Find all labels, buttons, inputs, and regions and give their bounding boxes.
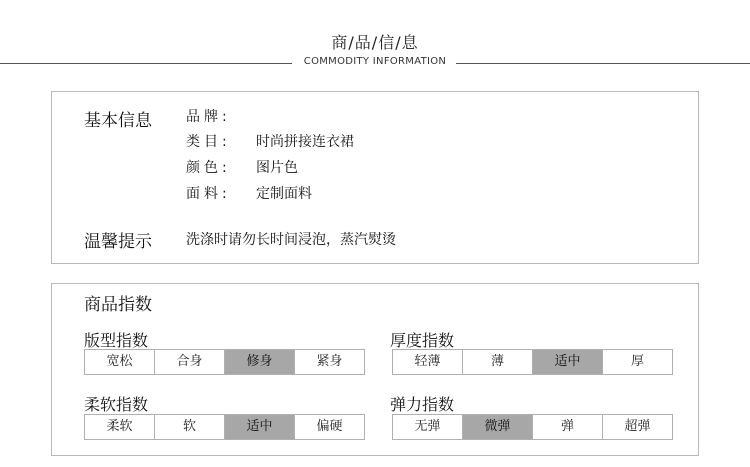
elasticity-option-slight: 微弹 — [463, 415, 533, 439]
elasticity-index-title: 弹力指数 — [390, 395, 455, 414]
info-value: 图片色 — [256, 160, 298, 176]
fit-index-title: 版型指数 — [84, 331, 149, 350]
indices-label: 商品指数 — [84, 295, 152, 315]
softness-option-very-soft: 柔软 — [85, 415, 155, 439]
softness-option-firm: 偏硬 — [316, 419, 343, 434]
info-key: 颜色: — [186, 160, 231, 176]
thickness-option-thin: 薄 — [463, 350, 533, 374]
softness-index-scale — [84, 414, 365, 440]
thickness-option-thick: 厚 — [630, 354, 644, 369]
page-title: 商/品/信/息 — [331, 33, 419, 52]
softness-option-soft: 软 — [155, 415, 225, 439]
fit-option-tight: 紧身 — [316, 354, 343, 369]
thickness-option-medium: 适中 — [533, 350, 603, 374]
elasticity-option-stretch: 弹 — [533, 415, 603, 439]
page-subtitle: COMMODITY INFORMATION — [303, 56, 447, 67]
elasticity-index-scale — [392, 414, 673, 440]
thickness-option-light: 轻薄 — [393, 350, 463, 374]
header-rule-right — [456, 63, 750, 64]
tips-text: 洗涤时请勿长时间浸泡，蒸汽熨烫 — [186, 232, 396, 248]
thickness-index-title: 厚度指数 — [390, 331, 455, 350]
info-row-category — [186, 131, 354, 151]
thickness-index-scale — [392, 349, 673, 375]
softness-option-medium: 适中 — [225, 415, 295, 439]
fit-option-regular: 合身 — [155, 350, 225, 374]
fit-option-loose: 宽松 — [85, 350, 155, 374]
fit-index-scale — [84, 349, 365, 375]
info-row-color — [186, 157, 298, 177]
tips-label: 温馨提示 — [84, 232, 152, 252]
elasticity-option-none: 无弹 — [393, 415, 463, 439]
info-row-brand — [186, 106, 256, 126]
basic-info-label: 基本信息 — [84, 111, 152, 131]
info-key: 类目: — [186, 134, 231, 150]
fit-option-slim: 修身 — [225, 350, 295, 374]
info-key: 品牌: — [186, 109, 231, 125]
info-key: 面料: — [186, 186, 231, 202]
info-row-fabric — [186, 183, 312, 203]
info-value: 时尚拼接连衣裙 — [256, 134, 354, 150]
softness-index-title: 柔软指数 — [84, 395, 149, 414]
basic-info-panel — [51, 91, 699, 264]
indices-panel — [51, 283, 699, 456]
header — [0, 0, 750, 80]
info-value: 定制面料 — [256, 186, 312, 202]
elasticity-option-super: 超弹 — [624, 419, 651, 434]
